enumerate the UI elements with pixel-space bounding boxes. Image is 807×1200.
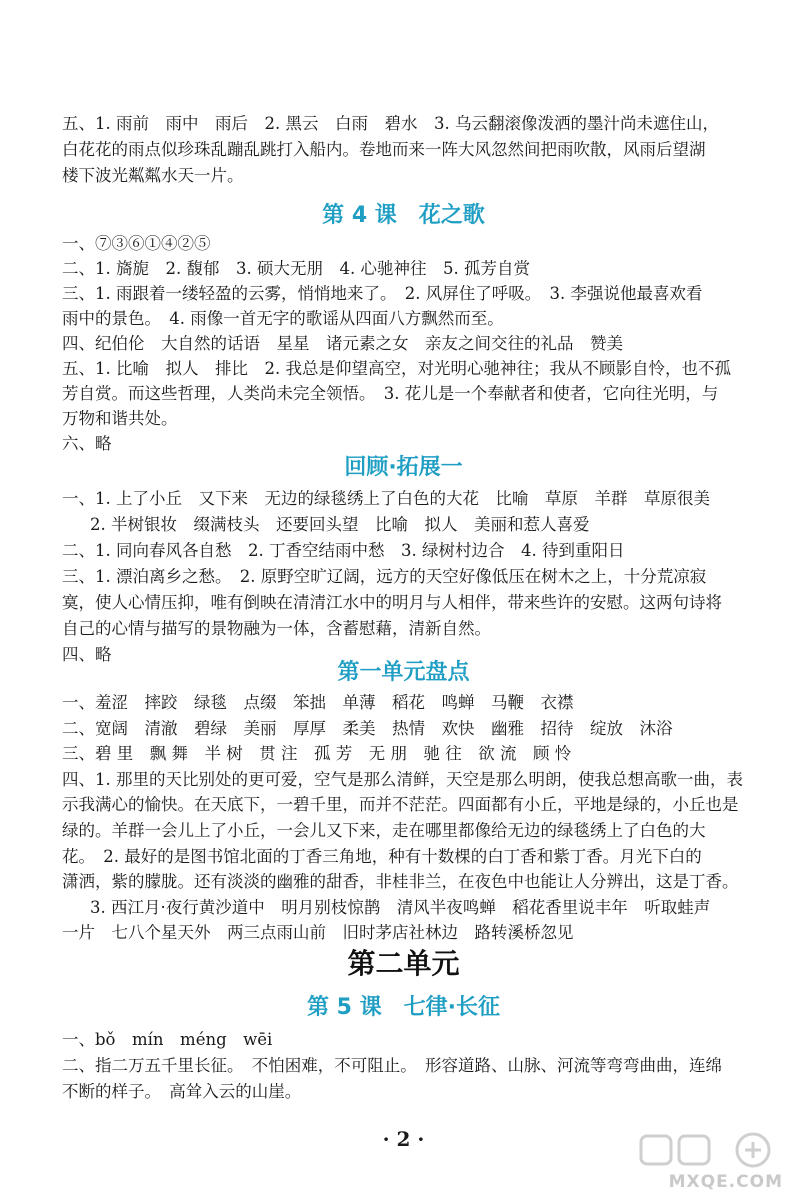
answer-line: 万物和谐共处。 <box>62 409 178 428</box>
unit-2-heading: 第二单元 <box>347 947 460 980</box>
answer-line: 五、1. 雨前 雨中 雨后 2. 黑云 白雨 碧水 3. 乌云翻滚像泼洒的墨汁尚未遮住山， <box>62 114 719 133</box>
answer-line: 三、1. 雨跟着一缕轻盈的云雾，悄悄地来了。 2. 风屏住了呼吸。 3. 李强说他最喜欢看 <box>62 284 703 303</box>
answer-line: 一、bǒ mín méng wēi <box>62 1030 273 1049</box>
answer-line: 寞，使人心情压抑，唯有倒映在清清江水中的明月与人相伴，带来些许的安慰。这两句诗将 <box>62 593 722 612</box>
answer-line: 花。 2. 最好的是图书馆北面的丁香三角地，种有十数棵的白丁香和紫丁香。月光下白的 <box>62 846 702 866</box>
answer-line: 二、指二万五千里长征。 不怕困难，不可阻止。 形容道路、山脉、河流等弯弯曲曲，连绵 <box>62 1056 722 1075</box>
watermark-logo-icon <box>637 1130 787 1170</box>
answer-line: 一片 七八个星天外 两三点雨山前 旧时茅店社林边 路转溪桥忽见 <box>62 923 574 943</box>
answer-line: 三、1. 漂泊离乡之愁。 2. 原野空旷辽阔，远方的天空好像低压在树木之上，十分荒凉寂 <box>62 567 707 586</box>
answer-line: 五、1. 比喻 拟人 排比 2. 我总是仰望高空，对光明心驰神往；我从不顾影自怜，也不孤 <box>62 359 731 378</box>
watermark-logo <box>637 1130 787 1192</box>
answer-line: 二、1. 旖旎 2. 馥郁 3. 硕大无朋 4. 心驰神往 5. 孤芳自赏 <box>62 259 530 278</box>
answer-line: 四、1. 那里的天比别处的更可爱，空气是那么清鲜，天空是那么明朗，使我总想高歌一曲，表 <box>62 769 743 789</box>
answer-line: 一、⑦③⑥①④②⑤ <box>62 234 211 253</box>
review-1-heading: 回顾·拓展一 <box>344 455 463 480</box>
answer-line: 二、1. 同向春风各自愁 2. 丁香空结雨中愁 3. 绿树村边合 4. 待到重阳日 <box>62 541 625 560</box>
answer-line: 一、1. 上了小丘 又下来 无边的绿毯绣上了白色的大花 比喻 草原 羊群 草原很美 <box>62 489 710 508</box>
answer-line: 不断的样子。 高耸入云的山崖。 <box>62 1082 302 1101</box>
answer-line: 自己的心情与描写的景物融为一体，含蓄慰藉，清新自然。 <box>62 619 491 638</box>
answer-line: 3. 西江月·夜行黄沙道中 明月别枝惊鹊 清风半夜鸣蝉 稻花香里说丰年 听取蛙声 <box>90 897 711 917</box>
answer-line: 雨中的景色。 4. 雨像一首无字的歌谣从四面八方飘然而至。 <box>62 309 504 328</box>
answer-line: 示我满心的愉快。在天底下，一碧千里，而并不茫茫。四面都有小丘，平地是绿的，小丘也是 <box>62 795 739 815</box>
answer-line: 芳自赏。而这些哲理，人类尚未完全领悟。 3. 花儿是一个奉献者和使者，它向往光明，与 <box>62 384 719 403</box>
answer-line: 绿的。羊群一会儿上了小丘，一会儿又下来，走在哪里都像给无边的绿毯绣上了白色的大 <box>62 821 706 840</box>
answer-line: 四、纪伯伦 大自然的话语 星星 诸元素之女 亲友之间交往的礼品 赞美 <box>62 334 623 353</box>
lesson-4-heading: 第 4 课 花之歌 <box>322 203 485 228</box>
unit-1-review-heading: 第一单元盘点 <box>337 660 470 685</box>
answer-line: 六、略 <box>62 434 112 453</box>
answer-line: 楼下波光粼粼水天一片。 <box>62 166 244 185</box>
answer-line: 2. 半树银妆 缀满枝头 还要回头望 比喻 拟人 美丽和惹人喜爱 <box>90 515 590 534</box>
answer-line: 四、略 <box>62 645 112 664</box>
answer-line: 潇洒，紫的朦胧。还有淡淡的幽雅的甜香，非桂非兰，在夜色中也能让人分辨出，这是丁香。 <box>62 872 739 892</box>
watermark-url: MXQE.COM <box>668 1172 783 1192</box>
page-number: · 2 · <box>382 1127 425 1151</box>
answer-line: 一、羞涩 摔跤 绿毯 点缀 笨拙 单薄 稻花 鸣蝉 马鞭 衣襟 <box>62 693 574 712</box>
answer-line: 二、宽阔 清澈 碧绿 美丽 厚厚 柔美 热情 欢快 幽雅 招待 绽放 沐浴 <box>62 718 673 738</box>
answer-line: 白花花的雨点似珍珠乱蹦乱跳打入船内。卷地而来一阵大风忽然间把雨吹散，风雨后望湖 <box>62 140 706 159</box>
answer-line: 三、碧 里 飘 舞 半 树 贯 注 孤 芳 无 朋 驰 往 欲 流 顾 怜 <box>62 744 572 764</box>
lesson-5-heading: 第 5 课 七律·长征 <box>307 995 500 1020</box>
